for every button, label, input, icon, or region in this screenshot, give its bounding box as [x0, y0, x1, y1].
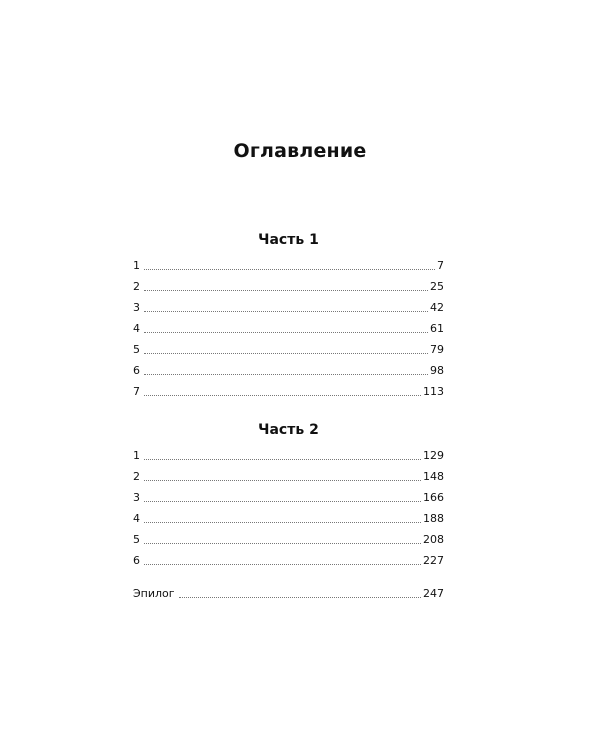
toc-epilogue [133, 580, 444, 601]
toc-entry-label: 6 [133, 364, 140, 377]
toc-part-1 [133, 230, 444, 399]
toc-entry-page: 247 [423, 587, 444, 600]
toc-entry-page: 188 [423, 512, 444, 525]
dot-leader [144, 458, 421, 460]
dot-leader [144, 521, 421, 523]
toc-entry-page: 61 [430, 322, 444, 335]
toc-entry[interactable] [133, 484, 444, 505]
toc-entry-page: 79 [430, 343, 444, 356]
dot-leader [144, 542, 421, 544]
dot-leader [144, 394, 421, 396]
toc-entry-page: 148 [423, 470, 444, 483]
toc-entry-label: 4 [133, 512, 140, 525]
toc-entry[interactable] [133, 526, 444, 547]
toc-entry-page: 227 [423, 554, 444, 567]
toc-entry-label: 3 [133, 301, 140, 314]
toc-entry-page: 208 [423, 533, 444, 546]
dot-leader [144, 352, 428, 354]
page-title: Оглавление [233, 140, 367, 162]
dot-leader [144, 289, 428, 291]
dot-leader [144, 563, 421, 565]
toc-entry-epilogue[interactable] [133, 580, 444, 601]
toc-entry[interactable] [133, 378, 444, 399]
toc-entry-label: 4 [133, 322, 140, 335]
toc-entry[interactable] [133, 273, 444, 294]
toc-entry[interactable] [133, 547, 444, 568]
part-heading: Часть 2 [258, 422, 319, 438]
dot-leader [144, 479, 421, 481]
toc-entry-label: 3 [133, 491, 140, 504]
part-heading: Часть 1 [258, 232, 319, 248]
toc-entry-label: 1 [133, 259, 140, 272]
toc-part-2 [133, 420, 444, 568]
dot-leader [144, 310, 428, 312]
toc-entry[interactable] [133, 294, 444, 315]
toc-entry-label: 2 [133, 280, 140, 293]
toc-entry-page: 25 [430, 280, 444, 293]
dot-leader [144, 500, 421, 502]
toc-entry-page: 7 [437, 259, 444, 272]
toc-entry-page: 166 [423, 491, 444, 504]
toc-entry-page: 42 [430, 301, 444, 314]
toc-entry-label: 6 [133, 554, 140, 567]
dot-leader [144, 373, 428, 375]
toc-entry-page: 129 [423, 449, 444, 462]
toc-entry-label: 5 [133, 343, 140, 356]
toc-entry-label: 7 [133, 385, 140, 398]
dot-leader [144, 331, 428, 333]
toc-entry[interactable] [133, 442, 444, 463]
toc-entry-label: Эпилог [133, 587, 175, 600]
toc-entry-label: 2 [133, 470, 140, 483]
toc-entry-label: 5 [133, 533, 140, 546]
toc-entry-label: 1 [133, 449, 140, 462]
toc-entry[interactable] [133, 505, 444, 526]
dot-leader [144, 268, 435, 270]
toc-entry[interactable] [133, 252, 444, 273]
toc-entry-page: 113 [423, 385, 444, 398]
toc-entry[interactable] [133, 315, 444, 336]
toc-entry[interactable] [133, 463, 444, 484]
dot-leader [179, 596, 421, 598]
toc-entry[interactable] [133, 357, 444, 378]
toc-entry[interactable] [133, 336, 444, 357]
toc-entry-page: 98 [430, 364, 444, 377]
